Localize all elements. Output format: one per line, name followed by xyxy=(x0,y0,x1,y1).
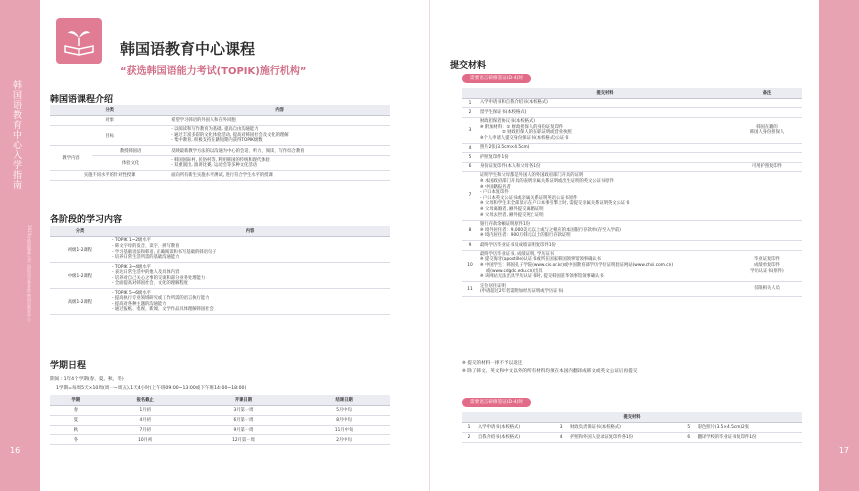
side-subtitle: 2023年韩国翰林大学 国际语学教育院 韩国语教育中心 xyxy=(27,225,32,322)
visa-badge-2: 需要语言研修签证(D-4)时 xyxy=(462,398,531,407)
documents-note-2: ※ 除了韩文、英文和中文以外的所有材料均须在本国内翻译成韩文或英文公证后再提交 xyxy=(462,369,638,374)
page-title: 韩国语教育中心课程 xyxy=(120,40,256,58)
documents-heading: 提交材料 xyxy=(450,61,487,71)
table-row: 11 定位居住证明 (申请超过2年者需附加经历证明或学历证书) 仅限相关人员 xyxy=(462,282,802,297)
table-row: 中级1-2课程 - TOPIK 3~4级水平 - 表达日常生活中的他人及具体内容 - 培养对自己关心之事的交谈和部分业务处理能力 - 全面提高对韩国社会、文化的理解程度 xyxy=(50,263,390,289)
table-row: 8 银行存款余额证明原件1份 ※ 境外居住者：9,000美元以上或与之相应的本国银行存款单(存至入学前) ※ 境内居住者：900万韩元以上的银行存款证明 xyxy=(462,220,802,241)
schedule-note-2: 1学期=每周5天×10周(周一~周五),1天4小时(上午班09:00~13:00或下午班14:00~18:00) xyxy=(56,386,247,391)
table-row: 9 最终学历毕业证书及成绩证明复印件1份 xyxy=(462,241,802,250)
right-side-strip xyxy=(819,0,859,491)
table-row: 秋 7月初 9月第一周 11月中旬 xyxy=(50,425,390,435)
table-row: 2 留学生保证书(本校格式) xyxy=(462,108,802,117)
table-row: 10 最终学历毕业证书, 成绩证明, 学历证书 ※ 提交海牙(apostille)认证书或所在国家韩国领事馆领事确认书 ※ 中国学生：韩国孔子学院(www.cis.or.kr)或中国教育部学历学位证明验证网站(www.chsi.com.cn) 或(www.cdgdc.edu.cn)出具 ※ 该网站无法出具学历认证书时, 提交韩国驻华领事馆领事确认书 毕业证复印件 成绩单复印件 学历认证书(原件) xyxy=(462,250,802,282)
table-row: 4 照片2张(3.5cm×4.5cm) xyxy=(462,143,802,152)
page-number-right: 17 xyxy=(838,446,849,455)
intro-col-content: 内容 xyxy=(169,105,390,116)
table-row: 冬 10月初 12月第一周 2月中旬 xyxy=(50,435,390,445)
visa-badge-1: 需要语言研修签证(D-4)时 xyxy=(462,74,531,83)
table-row: 1 入学申请书(本校格式) 3 财政负责保证书(本校格式) 5 彩色照片(3.5×4.5cm)2张 xyxy=(462,423,802,433)
table-row: 目标 - 以阅读和写作教育为基础, 提高自由沟通能力 - 通过丰富多彩的文化体验活动, 提高对韩国社会及文化的理解 - 集中教育, 积极支持在籍短期内获得TOPIK级数 xyxy=(50,125,390,146)
table-row: 6 身份证复印件(本人和父母各1份 可用护照复印件 xyxy=(462,162,802,171)
table-row: 对象 希望学习韩语的外国人和在外同胞 xyxy=(50,116,390,126)
intro-heading: 韩国语课程介绍 xyxy=(50,95,114,105)
table-row: 初级1-2课程 - TOPIK 1~2级水平 - 韩文字母的发音、读字、拼写教育 - 学习基础语法和韩语, 正确阅读和书写基础的韩语句子 - 培养日常生活所需的基础沟通能力 xyxy=(50,237,390,263)
table-row: 体验文化 - 韩国国际村, 民俗村等, 利用韩国的传统和现代体验 - 双重演出, 演讲比赛, 运动会等多种文化活动 xyxy=(50,156,390,171)
documents-table-2: 提交材料 1 入学申请书(本校格式) 3 财政负责保证书(本校格式) 5 彩色照片(3.5×4.5cm)2张 2 自我介绍书(本校格式) 4 护照和外国人登录证复印件各1份 6 翻译学校的毕业证书复印件1份 xyxy=(462,412,802,443)
left-page xyxy=(40,0,429,491)
book-sprout-icon xyxy=(56,18,102,64)
right-page xyxy=(430,0,819,491)
documents-note-1: ※ 提交的材料一律不予以返还 xyxy=(462,361,523,366)
page-number-left: 16 xyxy=(10,446,21,455)
levels-heading: 各阶段的学习内容 xyxy=(50,215,123,225)
intro-col-category: 分类 xyxy=(50,105,169,116)
table-row: 春 1月初 3月第一周 5月中旬 xyxy=(50,406,390,416)
side-title: 韩国语教育中心入学指南 xyxy=(11,80,21,190)
table-row: 实施不同水平的针对性授课 面向所有新生实施水平测试, 进行符合学生水平的授课 xyxy=(50,171,390,181)
table-row: 教学内容 教授韩国语 反映最新教学方法的以沟通为中心的会话、听力、阅读、写作综合教育 xyxy=(50,146,390,156)
table-row: 2 自我介绍书(本校格式) 4 护照和外国人登录证复印件各1份 6 翻译学校的毕业证书复印件1份 xyxy=(462,432,802,442)
page-subtitle: “获选韩国语能力考试(TOPIK)施行机构” xyxy=(120,66,307,77)
table-row: 夏 4月初 6月第一周 8月中旬 xyxy=(50,415,390,425)
table-row: 7 证明学生和父母都是外国人的外国政府部门开具的证明 ※ 本国政府部门开具的表明亲属关系证明或出生证明的英文公证书原件 ※ 中国籍报名者 - 户口本复印件 - 户口本英文公证书或亲属关系证明英语公证书原件 ※ 父母和学生未全部显示在户口本事引擎上时, 需提交亲属关系证明英文公证书 ※ 父母离婚者, 额外提交离婚证明 ※ 父母去世者, 额外提交死亡证明 xyxy=(462,172,802,221)
intro-table xyxy=(50,105,390,181)
table-row: 3 财政担保者协议书(本校格式) ※ 附加材料：① 财政担保人的身份证复印件 ② 财政担保人的在职证明或营业执照 ※个人申请人提交身份保证书(本校格式)公证书 韩国在籍的 韩国人身份担保人 xyxy=(462,117,802,143)
schedule-heading: 学期日程 xyxy=(50,361,87,371)
levels-table: 分类 内容 初级1-2课程 - TOPIK 1~2级水平 - 韩文字母的发音、读字、拼写教育 - 学习基础语法和韩语, 正确阅读和书写基础的韩语句子 - 培养日常生活所需的基础沟通能力 中级1-2课程 - TOPIK 3~4级水平 - 表达日常生活中的他人及具体内容 - 培养对自己关心之事的交谈和部分业务处理能力 - 全面提高对韩国社会、文化的理解程度 高级1-2课程 - TOPIK 5~6级水平 - 提高执行专业领域研究或工作所需的语言执行能力 - 提高对各种主题的沟通能力 - 通过报纸、电视、新闻、文学作品具体理解韩国社会 xyxy=(50,226,390,315)
schedule-note-1: 期间 : 1年4个学期(春、夏、秋、冬) xyxy=(50,377,124,382)
schedule-table: 学期 报名截止 开课日期 结课日期 春 1月初 3月第一周 5月中旬 夏 4月初 6月第一周 8月中旬 秋 7月初 9月第一周 11月中旬 冬 10月初 12月第一周 2月中旬 xyxy=(50,395,390,445)
left-side-strip xyxy=(0,0,40,491)
table-row: 5 护照复印件1份 xyxy=(462,153,802,162)
table-row: 高级1-2课程 - TOPIK 5~6级水平 - 提高执行专业领域研究或工作所需的语言执行能力 - 提高对各种主题的沟通能力 - 通过报纸、电视、新闻、文学作品具体理解韩国社会 xyxy=(50,289,390,315)
documents-table: 提交材料 备注 1 入学申请书和自我介绍书(本校格式) 2 留学生保证书(本校格式) 3 财政担保者协议书(本校格式) ※ 附加材料：① 财政担保人的身份证复印件 ② 财政担保人的在职证明或营业执照 ※个人申请人提交身份保证书(本校格式)公证书 韩国在籍的 韩国人身份担保人 4 照片2张(3.5cm×4.5cm) 5 护照复印件1份 6 身份证复印件(本人和父母各1份 可用护照复印件 7 证明学生和父母都是外国人的外国政府部门开具的证明 ※ 本国政府部门开具的表明亲属关系证明或出生证明的英文公证书原件 ※ 中国籍报名者 - 户口本复印件 - 户口本英文公证书或亲属关系证明英语公证书原件 ※ 父母和学生未全部显示在户口本事引擎上时, 需提交亲属关系证明英文公证书 ※ 父母离婚者, 额外提交离婚证明 ※ 父母去世者, 额外提交死亡证明 8 银行存款余额证明原件1份 ※ 境外居住者：9,000美元以上或与之相应的本国银行存款单(存至入学前) ※ 境内居住者：900万韩元以上的银行存款证明 9 最终学历毕业证书及成绩证明复印件1份 10 最终学历毕业证书, 成绩证明, 学历证书 ※ 提交海牙(apostille)认证书或所在国家韩国领事馆领事确认书 ※ 中国学生：韩国孔子学院(www.cis.or.kr)或中国教育部学历学位证明验证网站(www.chsi.com.cn) 或(www.cdgdc.edu.cn)出具 ※ 该网站无法出具学历认证书时, 提交韩国驻华领事馆领事确认书 毕业证复印件 成绩单复印件 学历认证书(原件) 11 定位居住证明 (申请超过2年者需附加经历证明或学历证书) 仅限相关人员 xyxy=(462,88,802,297)
table-row: 1 入学申请书和自我介绍书(本校格式) xyxy=(462,99,802,108)
